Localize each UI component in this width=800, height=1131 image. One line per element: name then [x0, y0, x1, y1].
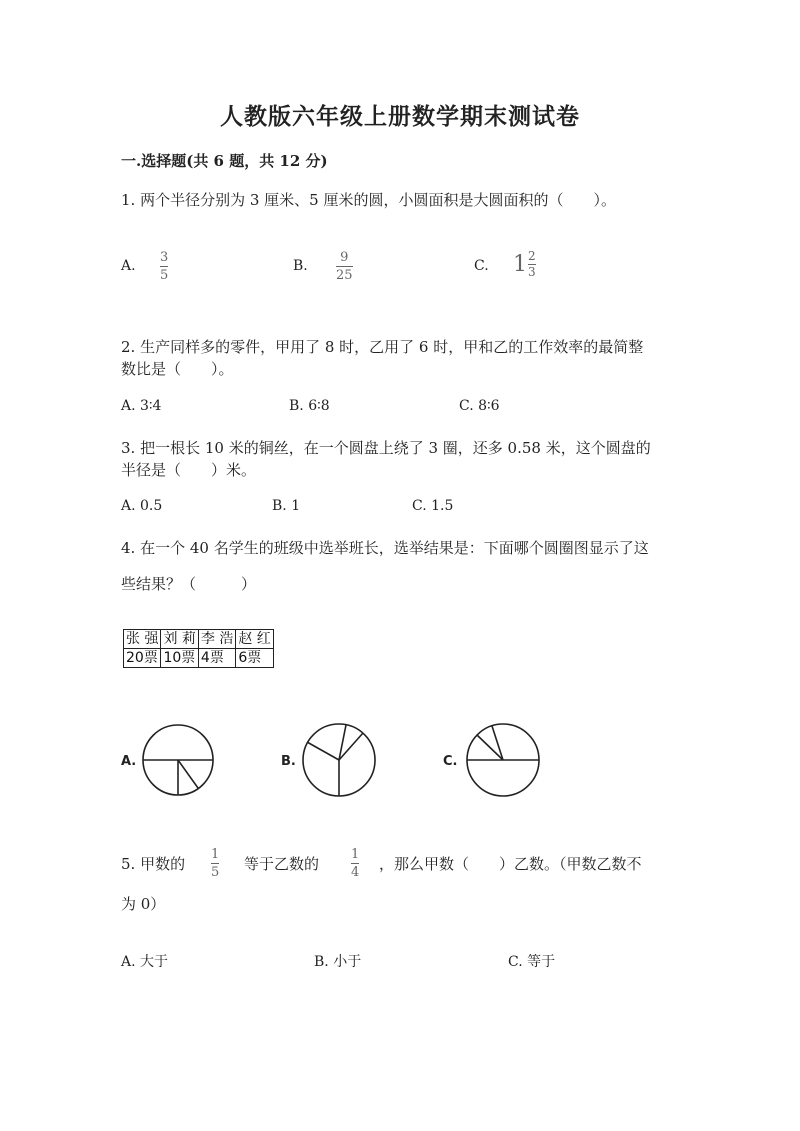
- candidate-name: 张 强: [124, 630, 161, 649]
- question-4-line2: 些结果？（ ）: [121, 575, 257, 593]
- candidate-name: 李 浩: [198, 630, 235, 649]
- fraction-numerator: 2: [528, 249, 536, 263]
- fraction-denominator: 5: [160, 268, 169, 283]
- question-4-line1: 4. 在一个 40 名学生的班级中选举班长，选举结果是：下面哪个圆圈图显示了这: [121, 539, 649, 557]
- question-2-option-a[interactable]: A. 3∶4: [121, 398, 162, 414]
- fraction-numerator: 3: [160, 250, 169, 265]
- option-c-label[interactable]: C.: [474, 258, 489, 274]
- vote-table-votes-row: [124, 649, 274, 668]
- fraction-bar: [211, 863, 219, 864]
- question-3-option-c[interactable]: C. 1.5: [412, 498, 454, 514]
- mixed-whole: 1: [513, 252, 527, 277]
- fraction-denominator: 5: [211, 865, 220, 880]
- question-5-line2: 为 0）: [121, 895, 166, 913]
- question-5-option-c[interactable]: C. 等于: [508, 954, 556, 970]
- question-3-line2: 半径是（ ）米。: [121, 461, 257, 479]
- pie-option-b[interactable]: [299, 720, 381, 802]
- page-title: 人教版六年级上册数学期末测试卷: [220, 103, 580, 130]
- fraction-numerator: 1: [211, 847, 220, 862]
- question-2-option-c[interactable]: C. 8∶6: [459, 398, 500, 414]
- fraction-bar: [336, 266, 353, 267]
- question-5-option-a[interactable]: A. 大于: [121, 954, 169, 970]
- question-2-line1: 2. 生产同样多的零件，甲用了 8 时，乙用了 6 时，甲和乙的工作效率的最简整: [121, 338, 644, 356]
- fraction-bar: [351, 863, 359, 864]
- option-c-mixed-number[interactable]: [513, 251, 536, 278]
- option-a-fraction[interactable]: [160, 251, 168, 282]
- vote-table: [123, 629, 274, 668]
- question-2-line2: 数比是（ ）。: [121, 360, 234, 378]
- candidate-name: 赵 红: [236, 630, 273, 649]
- question-3-option-b[interactable]: B. 1: [272, 498, 301, 514]
- vote-count: 20票: [124, 649, 161, 668]
- vote-count: 4票: [198, 649, 235, 668]
- option-a-label[interactable]: A.: [121, 258, 136, 274]
- question-5-part3: ，那么甲数（ ）乙数。（甲数乙数不: [379, 855, 642, 873]
- question-1-text: 1. 两个半径分别为 3 厘米、5 厘米的圆，小圆面积是大圆面积的（ ）。: [121, 191, 616, 209]
- pie-option-c[interactable]: [463, 720, 545, 802]
- fraction-denominator: 3: [528, 265, 536, 279]
- pie-option-a-label[interactable]: A.: [121, 754, 137, 769]
- vote-count: 6票: [236, 649, 273, 668]
- vote-count: 10票: [161, 649, 198, 668]
- section-heading: 一.选择题(共 6 题，共 12 分): [121, 152, 328, 170]
- question-5-option-b[interactable]: B. 小于: [314, 954, 362, 970]
- pie-divider: [339, 725, 346, 760]
- pie-option-c-label[interactable]: C.: [443, 754, 458, 769]
- option-b-fraction[interactable]: [336, 251, 353, 282]
- vote-table-names-row: [124, 630, 274, 649]
- question-3-line1: 3. 把一根长 10 米的铜丝，在一个圆盘上绕了 3 圈，还多 0.58 米，这个圆盘的: [121, 439, 651, 457]
- pie-option-a[interactable]: [140, 722, 220, 802]
- fraction-numerator: 1: [351, 847, 360, 862]
- fraction-bar: [160, 266, 168, 267]
- pie-divider: [307, 742, 339, 760]
- option-b-label[interactable]: B.: [293, 258, 308, 274]
- question-5-fraction-2: [351, 848, 359, 879]
- fraction-numerator: 9: [340, 250, 349, 265]
- fraction-denominator: 25: [336, 268, 353, 283]
- mixed-fraction: [528, 251, 536, 278]
- pie-option-b-label[interactable]: B.: [281, 754, 296, 769]
- question-2-option-b[interactable]: B. 6∶8: [289, 398, 330, 414]
- pie-divider: [339, 733, 363, 760]
- question-5-part2: 等于乙数的: [244, 855, 320, 873]
- pie-divider: [178, 760, 198, 788]
- question-3-option-a[interactable]: A. 0.5: [121, 498, 163, 514]
- candidate-name: 刘 莉: [161, 630, 198, 649]
- fraction-denominator: 4: [351, 865, 360, 880]
- question-5-fraction-1: [211, 848, 219, 879]
- question-5-part1: 5. 甲数的: [121, 855, 186, 873]
